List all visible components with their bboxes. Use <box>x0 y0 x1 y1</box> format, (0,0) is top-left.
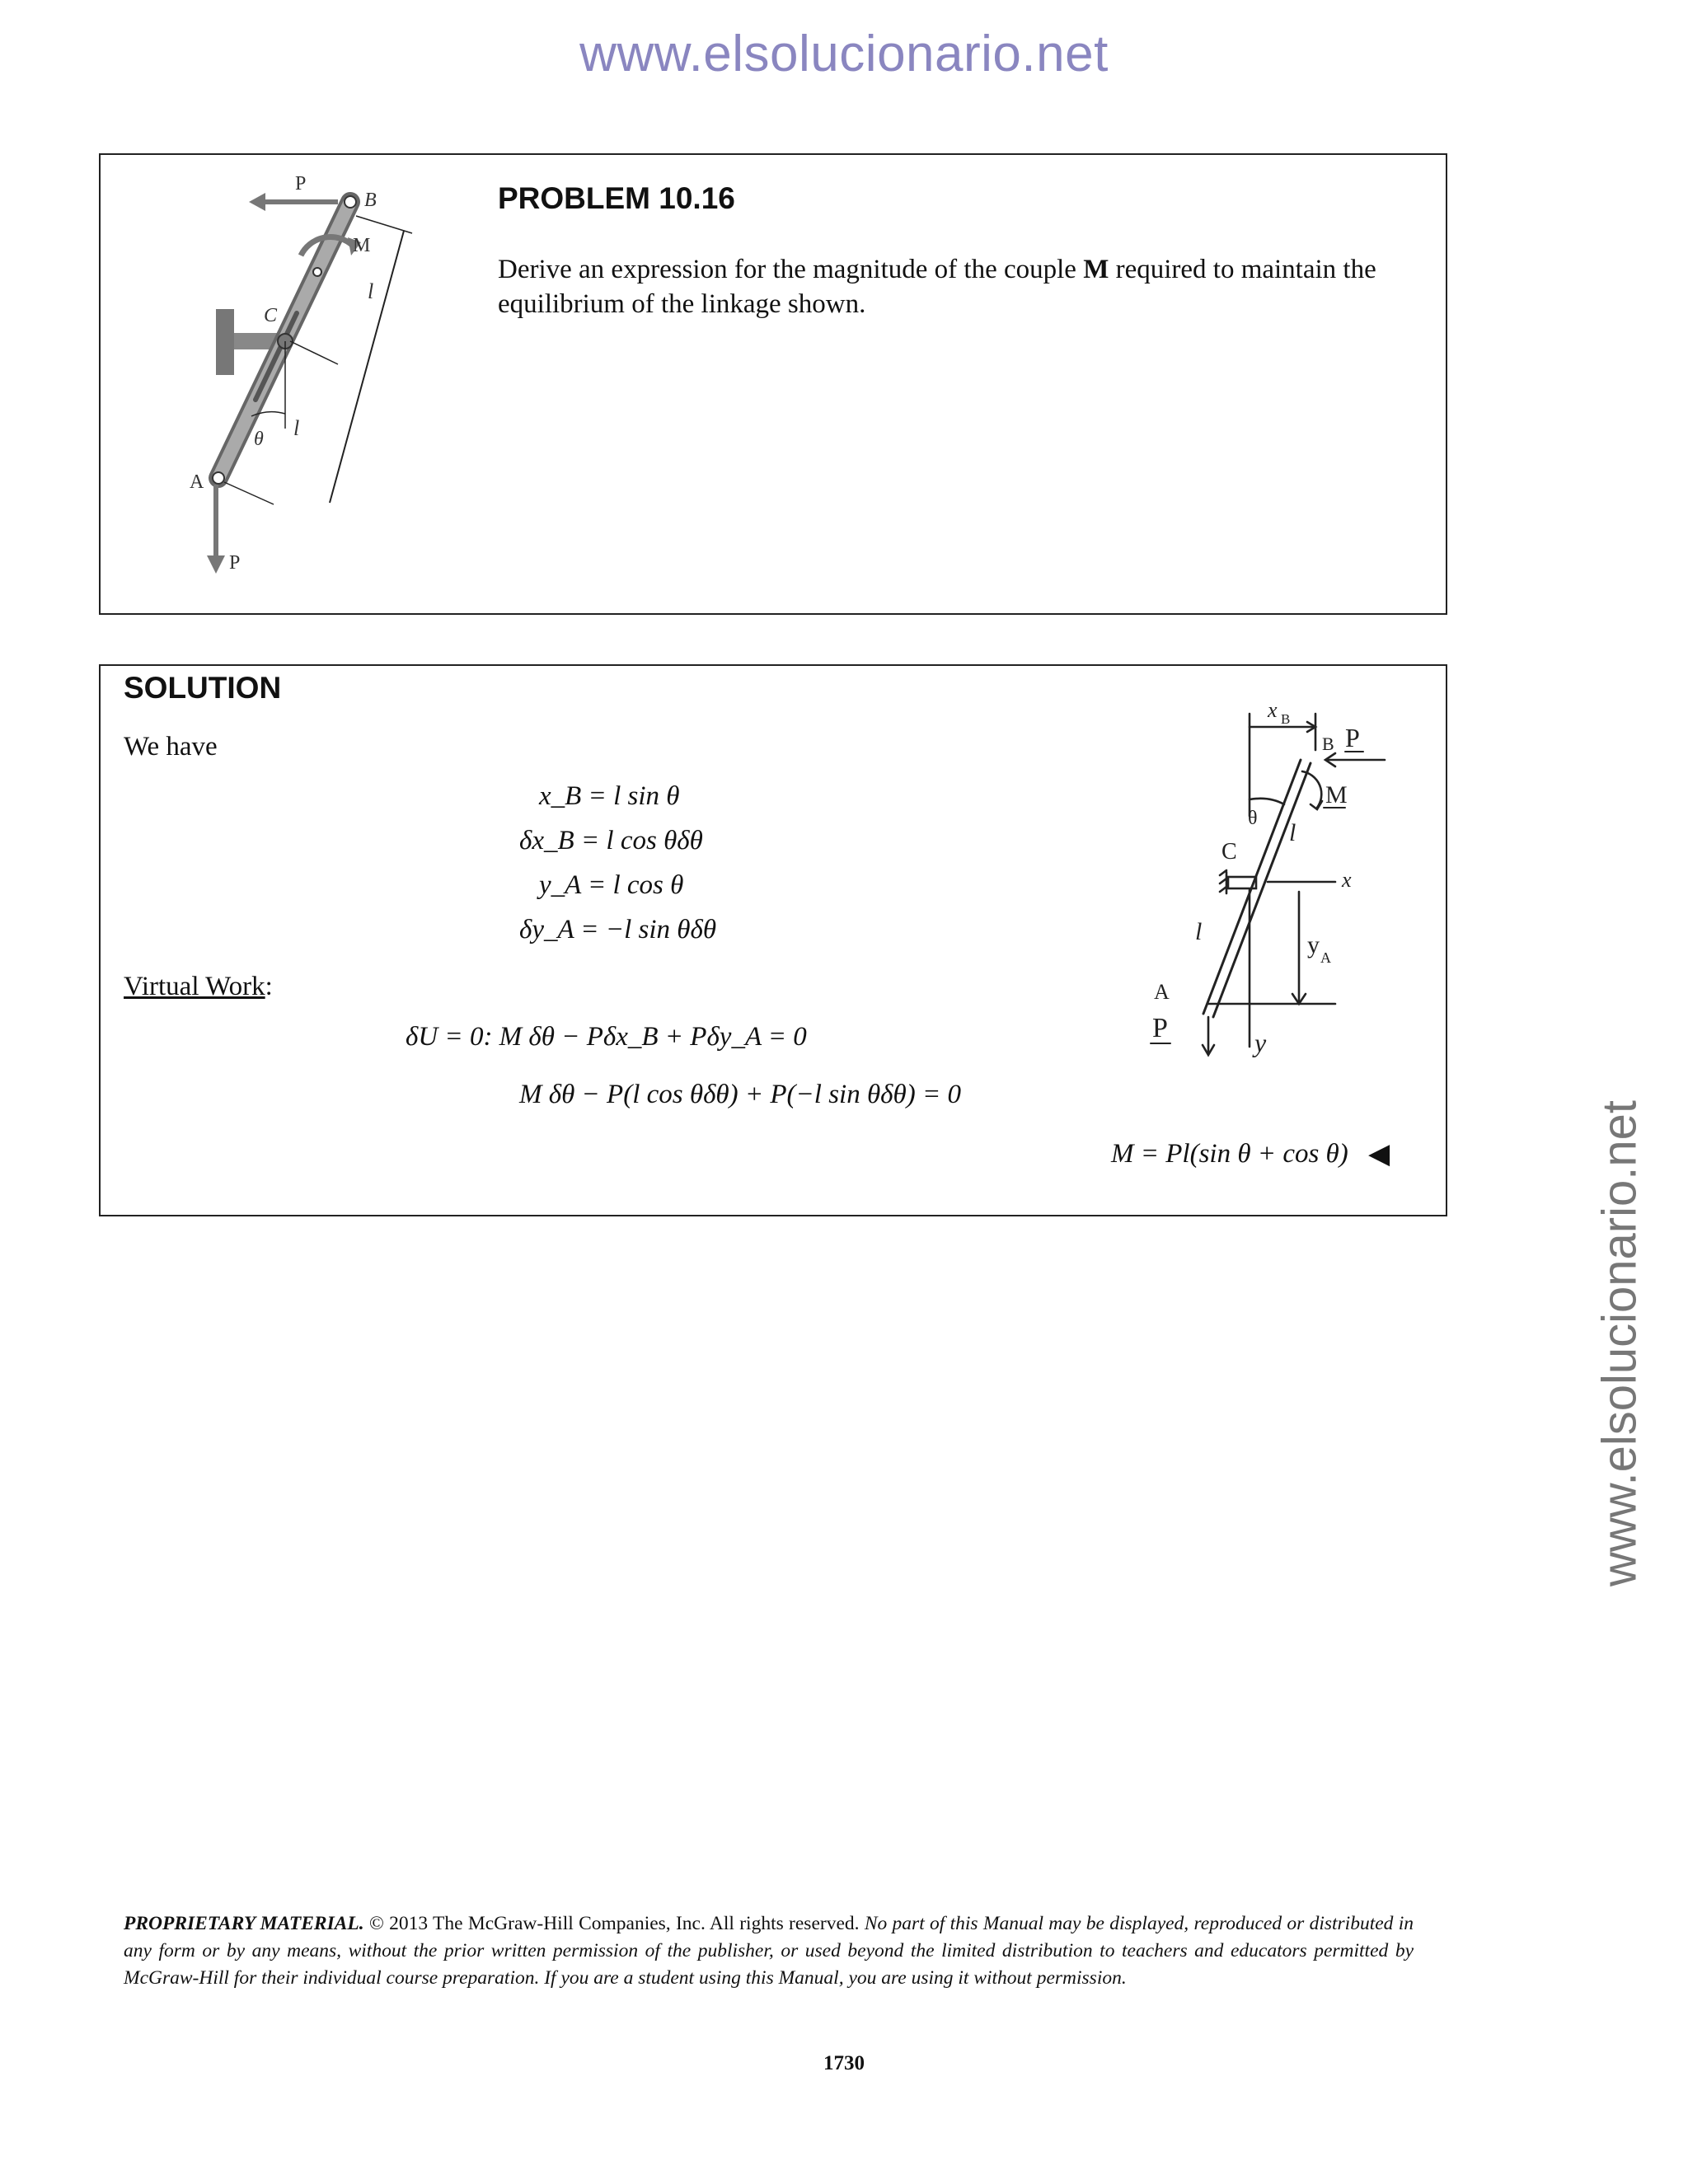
label-x-axis: x <box>1342 868 1352 892</box>
label-l-lower: l <box>1195 918 1203 945</box>
watermark-side-text: www.elsolucionario.net <box>1592 1100 1647 1586</box>
label-ya: y <box>1307 931 1320 958</box>
virtual-work-label: Virtual Work: <box>124 972 273 1001</box>
answer-marker: ◀ <box>1368 1139 1390 1169</box>
label-b: B <box>1322 733 1334 754</box>
bar-left-edge <box>1203 760 1301 1014</box>
label-l-upper: l <box>1289 819 1296 846</box>
label-theta: θ <box>254 429 264 450</box>
label-ya-sub: A <box>1320 949 1331 966</box>
label-xb-sub: B <box>1281 711 1291 727</box>
label-p-top: P <box>295 173 307 194</box>
label-l-upper: l <box>368 279 374 303</box>
watermark-top: www.elsolucionario.net <box>579 26 1109 82</box>
answer: M = Pl(sin θ + cos θ) <box>1111 1139 1348 1169</box>
label-m: M <box>1325 781 1348 808</box>
expanded-equation: M δθ − P(l cos θδθ) + P(−l sin θδθ) = 0 <box>519 1080 961 1109</box>
problem-text: Derive an expression for the magnitude of the couple M required to maintain the equilibrium of the linkage shown. <box>498 255 1376 319</box>
label-c: C <box>264 305 278 326</box>
moment-arrow-head <box>1311 801 1322 809</box>
label-a: A <box>1154 980 1170 1004</box>
solution-title: SOLUTION <box>124 671 282 705</box>
equation-ya: y_A = l cos θ <box>539 870 684 900</box>
label-b: B <box>364 190 377 211</box>
label-c: C <box>1221 839 1237 865</box>
solution-figure <box>1137 684 1409 1071</box>
label-p-bottom: P <box>229 552 241 574</box>
extension-line-b <box>356 216 412 233</box>
label-y-axis: y <box>1254 1028 1267 1057</box>
virtual-work-equation: δU = 0: M δθ − Pδx_B + Pδy_A = 0 <box>406 1022 807 1052</box>
theta-arc <box>1250 799 1284 804</box>
problem-figure <box>165 165 478 593</box>
extension-line-c <box>290 341 338 364</box>
label-theta: θ <box>1248 808 1258 829</box>
label-m: M <box>353 235 371 256</box>
we-have-text: We have <box>124 732 218 762</box>
extension-line-a <box>224 482 274 504</box>
label-p-top: P <box>1345 723 1360 752</box>
page-number: 1730 <box>823 2052 865 2074</box>
pin-b <box>345 196 356 208</box>
equation-dya: δy_A = −l sin θδθ <box>519 915 717 944</box>
label-xb: x <box>1268 698 1278 722</box>
dimension-line <box>330 231 404 503</box>
pin-mid <box>313 268 321 276</box>
footer-notice: PROPRIETARY MATERIAL. © 2013 The McGraw-Hill Companies, Inc. All rights reserved. No part of this Manual may be displayed, reproduced or distributed in any form or by any means, without the prior written permission of the publisher, or used beyond the limited distribution to teachers and educators permitted by McGraw-Hill for their individual course preparation. If you are a student using this Manual, you are using it without permission. <box>124 1913 1414 1989</box>
bar-right-edge <box>1213 763 1311 1017</box>
label-p-bottom: P <box>1152 1013 1168 1043</box>
pin-a <box>213 472 224 484</box>
label-a: A <box>190 471 204 493</box>
wall-support <box>216 309 234 375</box>
equation-xb: x_B = l sin θ <box>539 781 680 811</box>
problem-title: PROBLEM 10.16 <box>498 181 735 215</box>
equation-dxb: δx_B = l cos θδθ <box>519 826 703 855</box>
force-p-top-head <box>249 193 265 211</box>
force-p-bottom-head <box>207 555 225 574</box>
label-l-lower: l <box>293 416 300 440</box>
